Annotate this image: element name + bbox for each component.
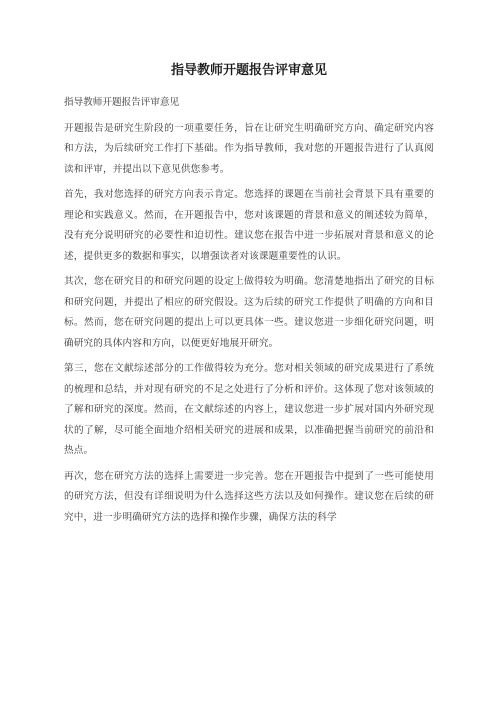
paragraph-research-direction: 首先，我对您选择的研究方向表示肯定。您选择的课题在当前社会背景下具有重要的理论和实践意义。然而，在开题报告中，您对该课题的背景和意义的阐述较为简单，没有充分说明研究的必要性和迫切性。建议您在报告中进一步拓展对背景和意义的论述，提供更多的数据和事实，以增强读者对该课题重要性的认识。 [64, 189, 434, 262]
paragraph-literature-review: 第三，您在文献综述部分的工作做得较为充分。您对相关领域的研究成果进行了系统的梳理和总结，并对现有研究的不足之处进行了分析和评价。这体现了您对该领域的了解和研究的深度。然而，在文献综述的内容上，建议您进一步扩展对国内外研究现状的了解，尽可能全面地介绍相关研究的进展和成果，以准确把握当前研究的前沿和热点。 [64, 363, 434, 456]
paragraph-intro: 开题报告是研究生阶段的一项重要任务，旨在让研究生明确研究方向、确定研究内容和方法，为后续研究工作打下基础。作为指导教师，我对您的开题报告进行了认真阅读和评审，并提出以下意见供您参考。 [64, 122, 434, 175]
document-title: 指导教师开题报告评审意见 [170, 63, 327, 78]
paragraph-research-goals: 其次，您在研究目的和研究问题的设定上做得较为明确。您清楚地指出了研究的目标和研究问题，并提出了相应的研究假设。这为后续的研究工作提供了明确的方向和目标。然而，您在研究问题的提出上可以更具体一些。建议您进一步细化研究问题，明确研究的具体内容和方向，以便更好地展开研究。 [64, 276, 434, 349]
paragraph-research-methods: 再次，您在研究方法的选择上需要进一步完善。您在开题报告中提到了一些可能使用的研究方法，但没有详细说明为什么选择这些方法以及如何操作。建议您在后续的研究中，进一步明确研究方法的选择和操作步骤，确保方法的科学 [64, 470, 434, 523]
document-subtitle: 指导教师开题报告评审意见 [64, 97, 180, 108]
